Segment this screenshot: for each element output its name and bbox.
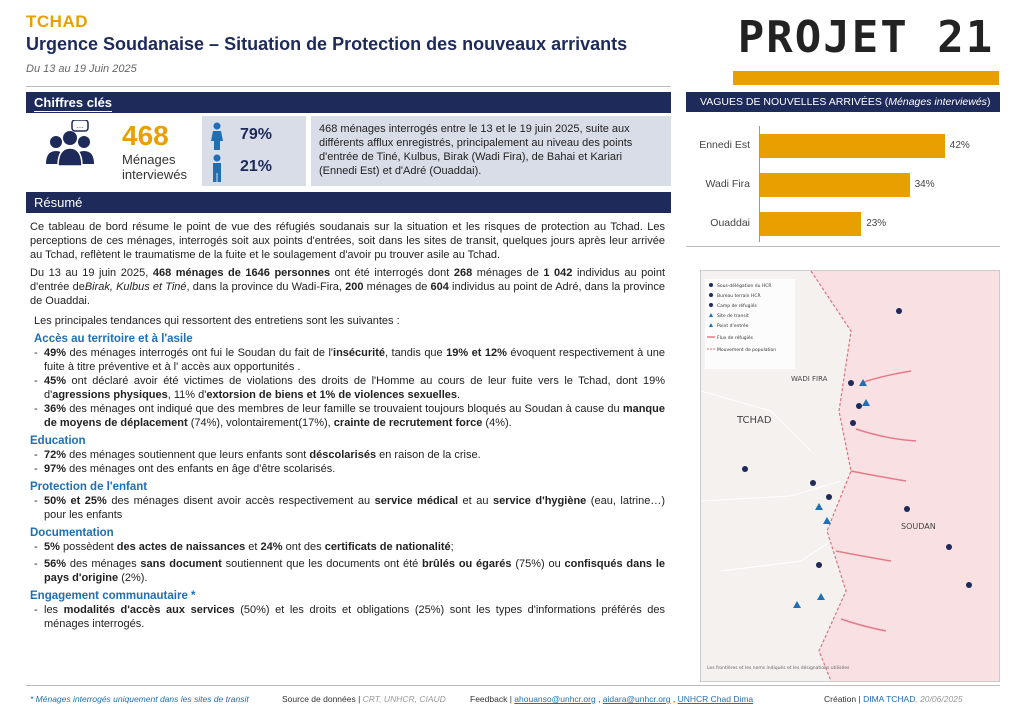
page-footer	[26, 685, 1000, 715]
data-label: 23%	[866, 218, 887, 229]
child-protection-heading: Protection de l'enfant	[30, 481, 148, 493]
survey-paragraph: Du 13 au 19 juin 2025, 468 ménages de 1646 personnes ont été interrogés dont 268 ménages de 1 042 individus au point d'entrée deBirak, Kulbus et Tiné, dans la province du Wadi-Fira, 200 ménages de 604 individus au point de Adré, dans la province de Ouaddai.	[30, 267, 666, 307]
page-title: Urgence Soudanaise – Situation de Protection des nouveaux arrivants	[26, 34, 628, 54]
summary-body	[30, 220, 665, 631]
bar	[760, 173, 910, 197]
bar	[760, 212, 861, 236]
footer-note: * Ménages interrogés uniquement dans les sites de transit	[30, 694, 249, 704]
men-percentage: 21%	[240, 158, 273, 175]
summary-header	[26, 192, 671, 213]
access-item-3: - 36% des ménages ont indiqué que des membres de leur famille se trouvaient toujours bloqués au Soudan à cause du manque de moyens de déplacement (74%), volontairement(17%), crainte de recrutement force (4%).	[30, 402, 665, 430]
report-header	[26, 12, 716, 75]
svg-text:Flux de réfugiés: Flux de réfugiés	[717, 336, 754, 341]
child-protection-item-1: - 50% et 25% des ménages disent avoir accès respectivement au service médical et au service d'hygiène (eau, latrine…) pour les enfants	[30, 494, 665, 522]
header-divider	[26, 86, 671, 87]
chart-title: VAGUES DE NOUVELLES ARRIVÉES (Ménages interviewés)	[686, 92, 1000, 112]
key-figures-title: Chiffres clés	[34, 95, 113, 110]
trends-intro: Les principales tendances qui ressortent des entretiens sont les suivantes :	[34, 315, 400, 327]
bar-row-0	[686, 134, 1000, 158]
svg-text:Camp de réfugiés: Camp de réfugiés	[717, 304, 757, 309]
arrivals-bar-chart	[686, 112, 1000, 247]
key-figures-panel	[26, 116, 671, 186]
dima-link[interactable]: UNHCR Chad Dima	[677, 694, 754, 704]
logo-accent-bar	[733, 71, 999, 85]
access-item-2: - 45% ont déclaré avoir été victimes de violations des droits de l'Homme au cours de leur fuite vers le Tchad, dont 19% d'agressions physiques, 11% d'extorsion de biens et 1% de violences sexuelles.	[30, 374, 665, 402]
project-logo: PROJET 21	[737, 12, 995, 63]
map-graphic	[701, 271, 999, 681]
key-figures-description: 468 ménages interrogés entre le 13 et le 19 juin 2025, suite aux différents afflux enregistrés, principalement au niveau des points d'entrée de Tiné, Kulbus, Birak (Wadi Fira), de Bahai et Kariari (Ennedi Est) et d'Adré (Ouaddai).	[311, 116, 671, 186]
data-label: 42%	[949, 140, 970, 151]
bar-row-2	[686, 212, 1000, 236]
community-heading: Engagement communautaire *	[30, 590, 196, 602]
documentation-item-2: - 56% des ménages sans document soutiennent que les documents ont été brûlés ou égarés (75%) ou confisqués dans le pays d'origine (2%).	[30, 557, 665, 585]
documentation-item-1: - 5% possèdent des actes de naissances et 24% ont des certificats de nationalité;	[30, 540, 665, 554]
documentation-heading: Documentation	[30, 527, 114, 539]
summary-intro: Ce tableau de bord résume le point de vue des réfugiés soudanais sur la situation et les risques de protection au Tchad. Les perceptions de ces ménages, interrogés soit aux points d'entrées, soit dans les sites de transit, quelques jours après leur arrivée au Tchad, reflètent le traumatisme de la fuite et le soulagement d'avoir pu trouver asile au Tchad.	[30, 221, 665, 261]
map-neighbor-label: SOUDAN	[901, 522, 936, 531]
svg-text:...: ...	[76, 122, 84, 130]
man-icon	[210, 154, 224, 182]
woman-icon	[210, 122, 224, 150]
feedback-email-2[interactable]: aidara@unhcr.org	[602, 694, 671, 704]
footer-creation: Création | DIMA TCHAD, 20/06/2025	[824, 694, 963, 704]
svg-text:Point d'entrée: Point d'entrée	[717, 324, 749, 329]
access-item-1: - 49% des ménages interrogés ont fui le Soudan du fait de l'insécurité, tandis que 19% et 12% évoquent respectivement à une fuite à titre préventive et à l' accès aux opportunités .	[30, 346, 665, 374]
footer-source: Source de données | CRT, UNHCR, CIAUD	[282, 694, 446, 704]
data-label: 34%	[914, 179, 935, 190]
svg-text:Sous-délégation du HCR: Sous-délégation du HCR	[717, 284, 772, 289]
households-people-icon	[42, 120, 98, 168]
bar	[760, 134, 945, 158]
map-region-label: WADI FIRA	[791, 375, 828, 383]
country-label: TCHAD	[26, 12, 88, 31]
map-country-label: TCHAD	[737, 415, 772, 426]
svg-text:Site de transit: Site de transit	[717, 314, 749, 319]
men-row	[210, 154, 306, 184]
education-item-1: - 72% des ménages soutiennent que leurs enfants sont déscolarisés en raison de la crise.	[30, 448, 665, 462]
svg-text:Mouvement de population: Mouvement de population	[717, 348, 777, 353]
summary-title: Résumé	[34, 195, 83, 210]
report-period: Du 13 au 19 Juin 2025	[26, 63, 137, 75]
category-label: Ennedi Est	[699, 139, 750, 151]
gender-breakdown	[202, 116, 306, 186]
community-item-1: - les modalités d'accès aux services (50%) et les droits et obligations (25%) sont les types d'informations préférés des ménages interrogés.	[30, 603, 665, 631]
households-label: Ménages interviewés	[122, 152, 188, 182]
households-count: 468	[122, 120, 169, 151]
map-disclaimer: Les frontières et les noms indiqués et les désignations utilisées	[707, 666, 850, 671]
svg-text:Bureau terrain HCR: Bureau terrain HCR	[717, 294, 761, 299]
category-label: Wadi Fira	[705, 178, 750, 190]
key-figures-header	[26, 92, 671, 113]
women-row	[210, 122, 306, 152]
feedback-email-1[interactable]: ahouanso@unhcr.org	[514, 694, 596, 704]
bar-row-1	[686, 173, 1000, 197]
category-label: Ouaddai	[710, 217, 750, 229]
education-item-2: - 97% des ménages ont des enfants en âge d'être scolarisés.	[30, 462, 665, 476]
access-heading: Accès au territoire et à l'asile	[34, 333, 193, 345]
region-map	[700, 270, 1000, 682]
education-heading: Education	[30, 435, 86, 447]
footer-feedback: Feedback | ahouanso@unhcr.org , aidara@unhcr.org , UNHCR Chad Dima	[470, 694, 754, 704]
women-percentage: 79%	[240, 126, 273, 143]
